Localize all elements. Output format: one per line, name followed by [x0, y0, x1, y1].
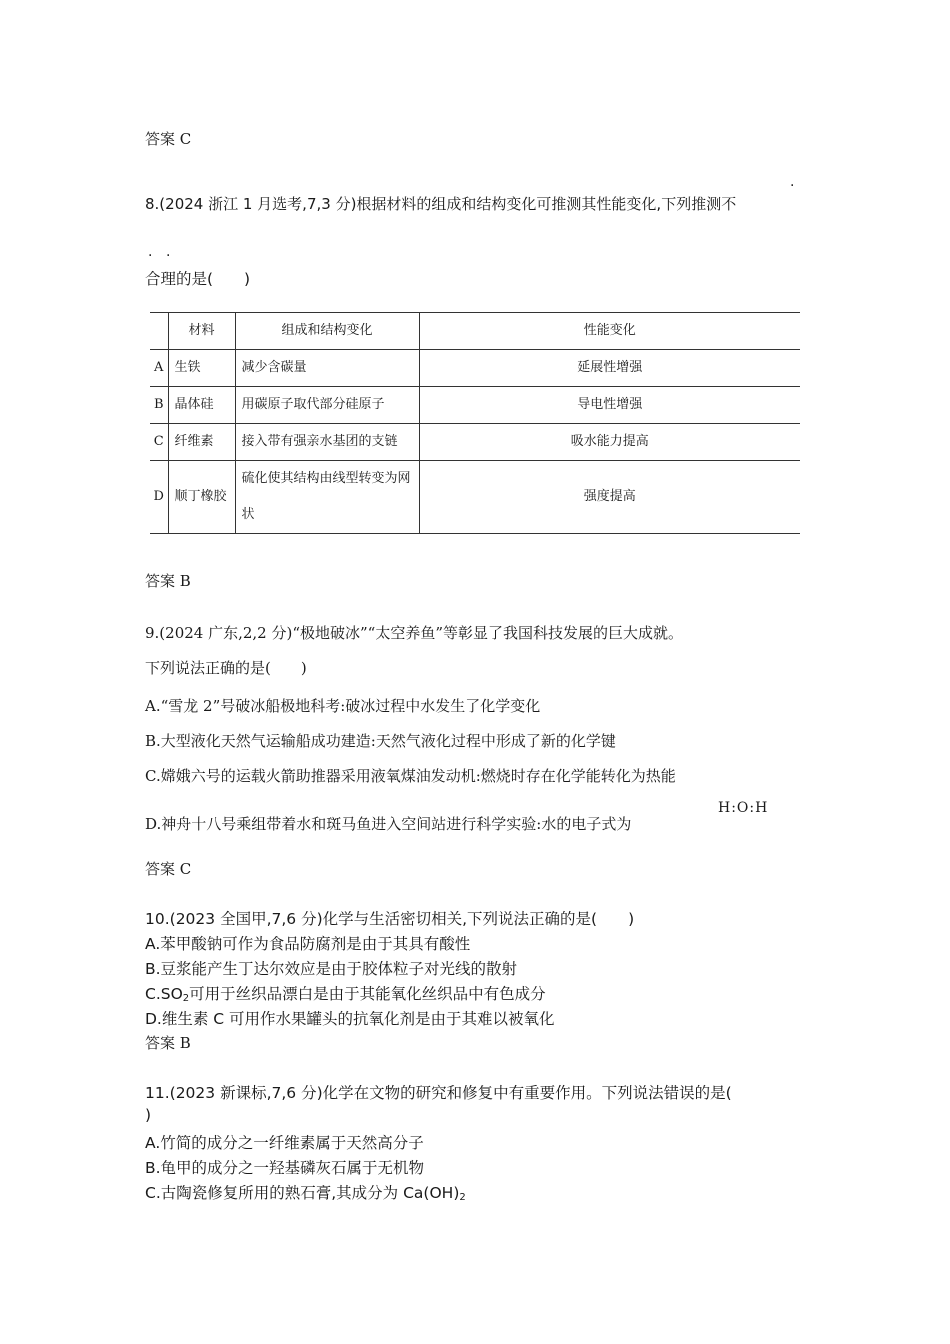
q8-stem-line2: 合理的是( ): [145, 270, 251, 288]
row-property: 导电性增强: [419, 387, 800, 424]
q9-option-b: B.大型液化天然气运输船成功建造:天然气液化过程中形成了新的化学键: [145, 732, 616, 750]
row-label: C: [150, 424, 168, 461]
table-header-property: 性能变化: [419, 313, 800, 350]
q9-option-c: C.嫦娥六号的运载火箭助推器采用液氧煤油发动机:燃烧时存在化学能转化为热能: [145, 767, 676, 785]
row-change: 用碳原子取代部分硅原子: [235, 387, 419, 424]
q10-option-a: A.苯甲酸钠可作为食品防腐剂是由于其具有酸性: [145, 935, 471, 953]
answer-q8: 答案 B: [145, 572, 191, 590]
material-property-table: [150, 312, 800, 534]
q11-option-b: B.龟甲的成分之一羟基磷灰石属于无机物: [145, 1159, 425, 1177]
q9-option-a: A.“雪龙 2”号破冰船极地科考:破冰过程中水发生了化学变化: [145, 697, 541, 715]
q10-stem: 10.(2023 全国甲,7,6 分)化学与生活密切相关,下列说法正确的是( ): [145, 910, 635, 928]
q10-option-d: D.维生素 C 可用作水果罐头的抗氧化剂是由于其难以被氧化: [145, 1010, 555, 1028]
q10-option-c: $C.SO_2$可用于丝织品漂白是由于其能氧化丝织品中有色成分: [145, 985, 546, 1004]
table-header-row: [150, 313, 800, 350]
table-row: [150, 424, 800, 461]
row-material: 晶体硅: [168, 387, 235, 424]
row-material: 顺丁橡胶: [168, 461, 235, 534]
row-label: A: [150, 350, 168, 387]
q11-stem-line2: ): [145, 1106, 152, 1124]
row-change: 硫化使其结构由线型转变为网状: [235, 461, 419, 534]
row-label: D: [150, 461, 168, 534]
answer-q9: 答案 C: [145, 860, 192, 878]
table-row: [150, 461, 800, 534]
row-material: 生铁: [168, 350, 235, 387]
row-change: 减少含碳量: [235, 350, 419, 387]
emphasis-dot: ·: [790, 178, 795, 194]
table-header-change: 组成和结构变化: [235, 313, 419, 350]
table-header-label: [150, 313, 168, 350]
water-electron-formula: H:O:H: [718, 800, 769, 816]
q10-option-b: B.豆浆能产生丁达尔效应是由于胶体粒子对光线的散射: [145, 960, 518, 978]
q9-stem-line2: 下列说法正确的是( ): [145, 659, 307, 677]
row-label: B: [150, 387, 168, 424]
row-material: 纤维素: [168, 424, 235, 461]
table-header-material: 材料: [168, 313, 235, 350]
row-property: 延展性增强: [419, 350, 800, 387]
q9-stem-line1: 9.(2024 广东,2,2 分)“极地破冰”“太空养鱼”等彰显了我国科技发展的巨大成就。: [145, 624, 684, 642]
row-property: 吸水能力提高: [419, 424, 800, 461]
emphasis-dot: ·: [148, 248, 153, 264]
emphasis-dot: ·: [166, 248, 171, 264]
answer-q10: 答案 B: [145, 1034, 191, 1052]
q11-stem-line1: 11.(2023 新课标,7,6 分)化学在文物的研究和修复中有重要作用。下列说法错误的是(: [145, 1084, 732, 1102]
q11-option-c: C.古陶瓷修复所用的熟石膏,其成分为 $Ca(OH)_2$: [145, 1184, 466, 1203]
table-row: [150, 350, 800, 387]
answer-q7: 答案 C: [145, 130, 192, 148]
q11-option-a: A.竹简的成分之一纤维素属于天然高分子: [145, 1134, 424, 1152]
row-property: 强度提高: [419, 461, 800, 534]
row-change: 接入带有强亲水基团的支链: [235, 424, 419, 461]
q8-stem-line1: 8.(2024 浙江 1 月选考,7,3 分)根据材料的组成和结构变化可推测其性能变化,下列推测不: [145, 195, 737, 213]
table-row: [150, 387, 800, 424]
q9-option-d: D.神舟十八号乘组带着水和斑马鱼进入空间站进行科学实验:水的电子式为: [145, 815, 632, 833]
